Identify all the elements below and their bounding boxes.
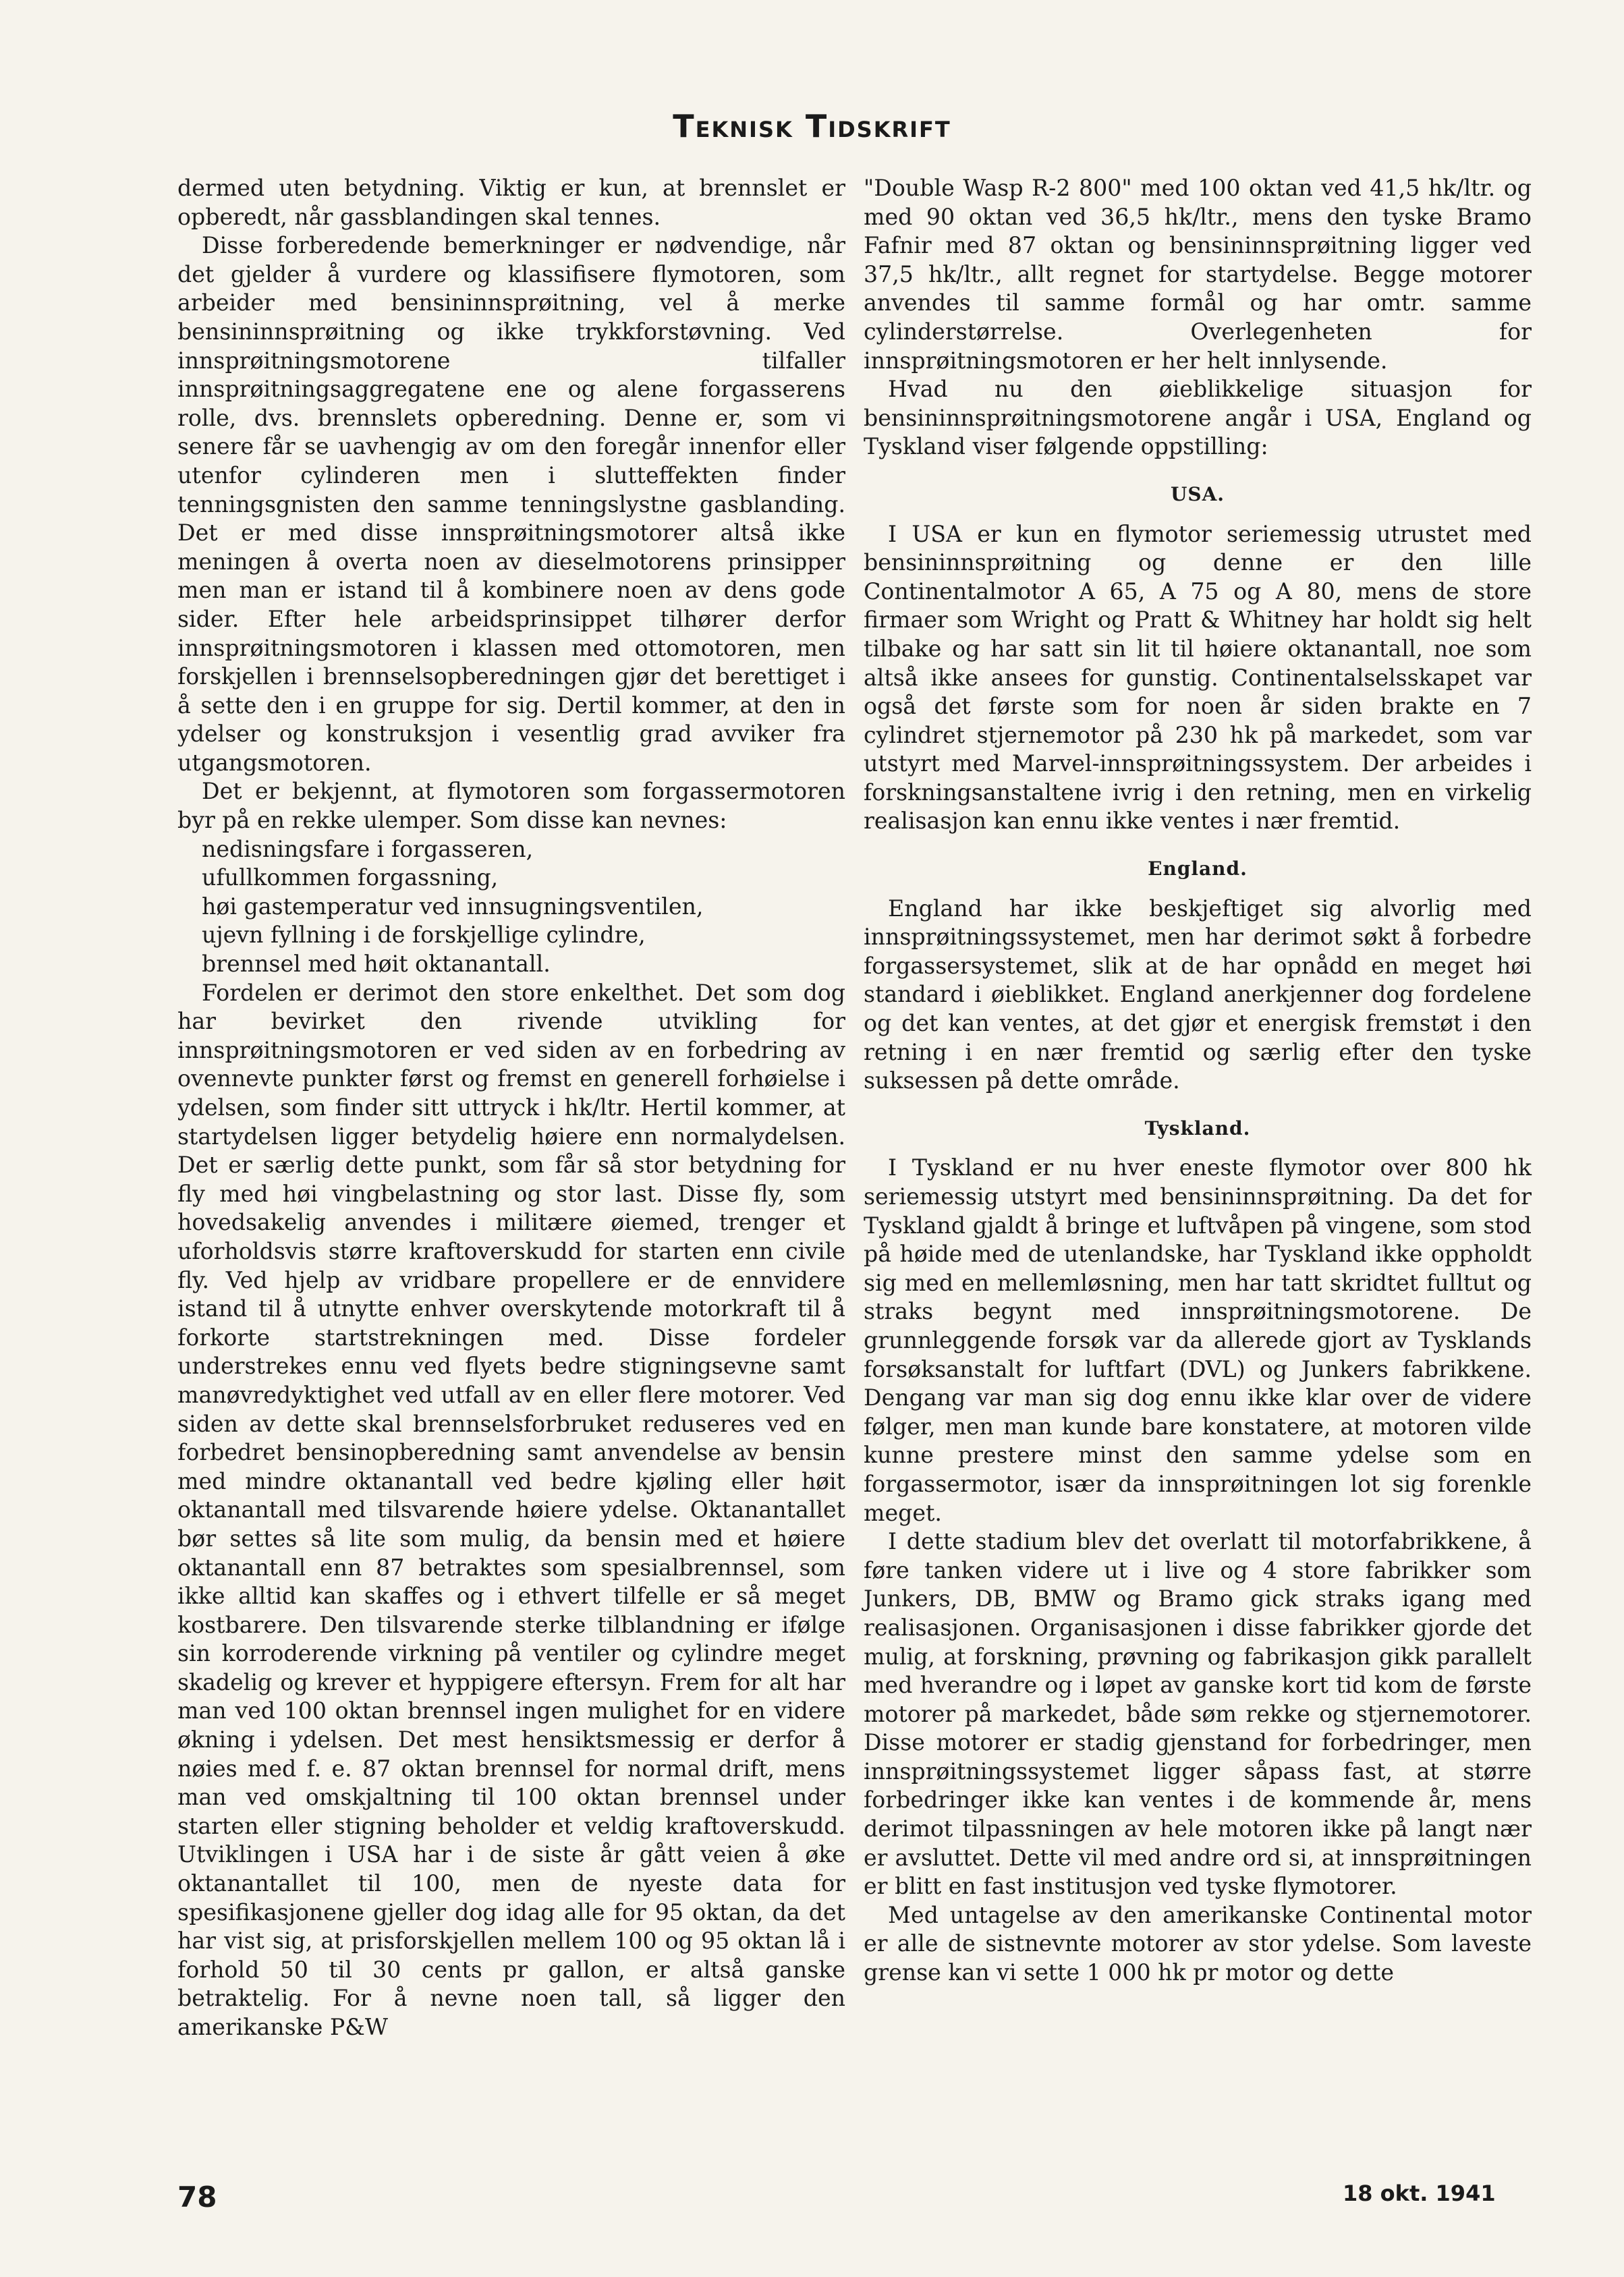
right-column xyxy=(864,174,1532,1988)
issue-date: 18 okt. 1941 xyxy=(1343,2181,1496,2206)
paragraph: dermed uten betydning. Viktig er kun, at brennslet er opberedt, når gassblandingen skal tennes. xyxy=(177,175,845,230)
paragraph: Fordelen er derimot den store enkelthet. Det som dog har bevirket den rivende utvikling for innsprøitningsmotoren er ved siden av en forbedring av ovennevte punkter først og fremst en generell forhøielse i ydelsen, som finder sitt uttryck i hk/ltr. Hertil kommer, at startydelsen ligger betydelig høiere enn normalydelsen. Det er særlig dette punkt, som får så stor betydning for fly med høi vingbelastning og stor last. Disse fly, som hovedsakelig anvendes i militære øiemed, trenger et uforholdsvis større kraftoverskudd for starten enn civile fly. Ved hjelp av vridbare propellere er de ennvidere istand til å utnytte enhver overskytende motorkraft til å forkorte startstrekningen med. Disse fordeler understrekes ennu ved flyets bedre stigningsevne samt manøvredyktighet ved utfall av en eller flere motorer. Ved siden av dette skal brennselsforbruket reduseres ved en forbedret bensinopberedning samt anvendelse av bensin med mindre oktanantall ved bedre kjøling eller høit oktanantall med tilsvarende høiere ydelse. Oktanantallet bør settes så lite som mulig, da bensin med et høiere oktanantall enn 87 betraktes som spesialbrennsel, som ikke alltid kan skaffes og i ethvert tilfelle er så meget kostbarere. Den tilsvarende sterke tilblandning er ifølge sin korroderende virkning på ventiler og cylindre meget skadelig og krever et hyppigere eftersyn. Frem for alt har man ved 100 oktan brennsel ingen mulighet for en videre økning i ydelsen. Det mest hensiktsmessig er derfor å nøies med f. e. 87 oktan brennsel for normal drift, mens man ved omskjaltning til 100 oktan brennsel under starten eller stigning beholder et veldig kraftoverskudd. Utviklingen i USA har i de siste år gått veien å øke oktanantallet til 100, men de nyeste data for spesifikasjonene gjeller dog idag alle for 95 oktan, da det har vist sig, at prisforskjellen mellem 100 og 95 oktan lå i forhold 50 til 30 cents pr gallon, er altså ganske betraktelig. For å nevne noen tall, så ligger den amerikanske P&W xyxy=(177,979,845,2040)
paragraph: Det er bekjennt, at flymotoren som forgassermotoren byr på en rekke ulemper. Som disse kan nevnes: xyxy=(177,778,845,834)
paragraph: I USA er kun en flymotor seriemessig utrustet med bensininnsprøitning og denne er den lille Continentalmotor A 65, A 75 og A 80, mens de store firmaer som Wright og Pratt & Whitney har holdt sig helt tilbake og har satt sin lit til høiere oktanantall, noe som altså ikke ansees for gunstig. Continentalselsskapet var også det første som for noen år siden brakte en 7 cylindret stjernemotor på 230 hk på markedet, som var utstyrt med Marvel-innsprøitningssystem. Der arbeides i forskningsanstaltene ivrig i den retning, men en virkelig realisasjon kan ennu ikke ventes i nær fremtid. xyxy=(864,520,1532,835)
list-item: nedisningsfare i forgasseren, xyxy=(202,835,534,862)
paragraph: I Tyskland er nu hver eneste flymotor over 800 hk seriemessig utstyrt med bensininnsprøitning. Da det for Tyskland gjaldt å bringe et luftvåpen på vingene, som stod på høide med de utenlandske, har Tyskland ikke oppholdt sig med en mellemløsning, men har tatt skridtet fulltut og straks begynt med innsprøitningsmotorene. De grunnleggende forsøk var da allerede gjort av Tysklands forsøksanstalt for luftfart (DVL) og Junkers fabrikkene. Dengang var man sig dog ennu ikke klar over de videre følger, men man kunde bare konstatere, at motoren vilde kunne prestere minst den samme ydelse som en forgassermotor, især da innsprøitningen lot sig forenkle meget. xyxy=(864,1154,1532,1526)
list-item: høi gastemperatur ved innsugningsventilen, xyxy=(202,893,704,920)
paragraph: Hvad nu den øieblikkelige situasjon for bensininnsprøitningsmotorene angår i USA, England og Tyskland viser følgende oppstilling: xyxy=(864,376,1532,460)
journal-header: Teknisk Tidskrift xyxy=(673,108,951,144)
page-number: 78 xyxy=(177,2181,217,2214)
section-heading-tyskland: Tyskland. xyxy=(1144,1117,1251,1140)
section-heading-usa: USA. xyxy=(1170,482,1225,505)
section-heading-england: England. xyxy=(1148,858,1248,880)
paragraph: England har ikke beskjeftiget sig alvorlig med innsprøitningssystemet, men har derimot søkt å forbedre forgassersystemet, slik at de har opnådd en meget høi standard i øieblikket. England anerkjenner dog fordelene og det kan ventes, at det gjør et energisk fremstøt i den retning i en nær fremtid og særlig efter den tyske suksessen på dette område. xyxy=(864,895,1532,1094)
list-item: ufullkommen forgassning, xyxy=(202,864,499,891)
paragraph: Med untagelse av den amerikanske Continental motor er alle de sistnevnte motorer av stor ydelse. Som laveste grense kan vi sette 1 000 hk pr motor og dette xyxy=(864,1901,1532,1986)
paragraph: Disse forberedende bemerkninger er nødvendige, når det gjelder å vurdere og klassifisere flymotoren, som arbeider med bensininnsprøitning, vel å merke bensininnsprøitning og ikke trykkforstøvning. Ved innsprøitningsmotorene tilfaller innsprøitningsaggregatene ene og alene forgasserens rolle, dvs. brennslets opberedning. Denne er, som vi senere får se uavhengig av om den foregår innenfor eller utenfor cylinderen men i slutteffekten finder tenningsgnisten den samme tenningslystne gasblanding. Det er med disse innsprøitningsmotorer altså ikke meningen å overta noen av dieselmotorens prinsipper men man er istand til å kombinere noen av dens gode sider. Efter hele arbeidsprinsippet tilhører derfor innsprøitningsmotoren i klassen med ottomotoren, men forskjellen i brennselsopberedningen gjør det berettiget i å sette den i en gruppe for sig. Dertil kommer, at den in ydelser og konstruksjon i vesentlig grad avviker fra utgangsmotoren. xyxy=(177,232,845,776)
paragraph: "Double Wasp R-2 800" med 100 oktan ved 41,5 hk/ltr. og med 90 oktan ved 36,5 hk/ltr., mens den tyske Bramo Fafnir med 87 oktan og bensininnsprøitning ligger ved 37,5 hk/ltr., allt regnet for startydelse. Begge motorer anvendes til samme formål og har omtr. samme cylinderstørrelse. Overlegenheten for innsprøitningsmotoren er her helt innlysende. xyxy=(864,175,1532,374)
list-item: ujevn fyllning i de forskjellige cylindre, xyxy=(202,922,646,949)
paragraph: I dette stadium blev det overlatt til motorfabrikkene, å føre tanken videre ut i live og 4 store fabrikker som Junkers, DB, BMW og Bramo gick straks igang med realisasjonen. Organisasjonen i disse fabrikker gjorde det mulig, at forskning, prøvning og fabrikasjon gikk parallelt med hverandre og i løpet av ganske kort tid kom de første motorer på markedet, både søm rekke og stjernemotorer. Disse motorer er stadig gjenstand for forbedringer, men innsprøitningssystemet ligger såpass fast, at større forbedringer ikke kan ventes i de kommende år, mens derimot tilpassningen av hele motoren ikke på langt nær er avsluttet. Dette vil med andre ord si, at innsprøitningen er blitt en fast institusjon ved tyske flymotorer. xyxy=(864,1528,1532,1900)
list-item: brennsel med høit oktanantall. xyxy=(202,951,551,978)
left-column xyxy=(177,174,845,2042)
